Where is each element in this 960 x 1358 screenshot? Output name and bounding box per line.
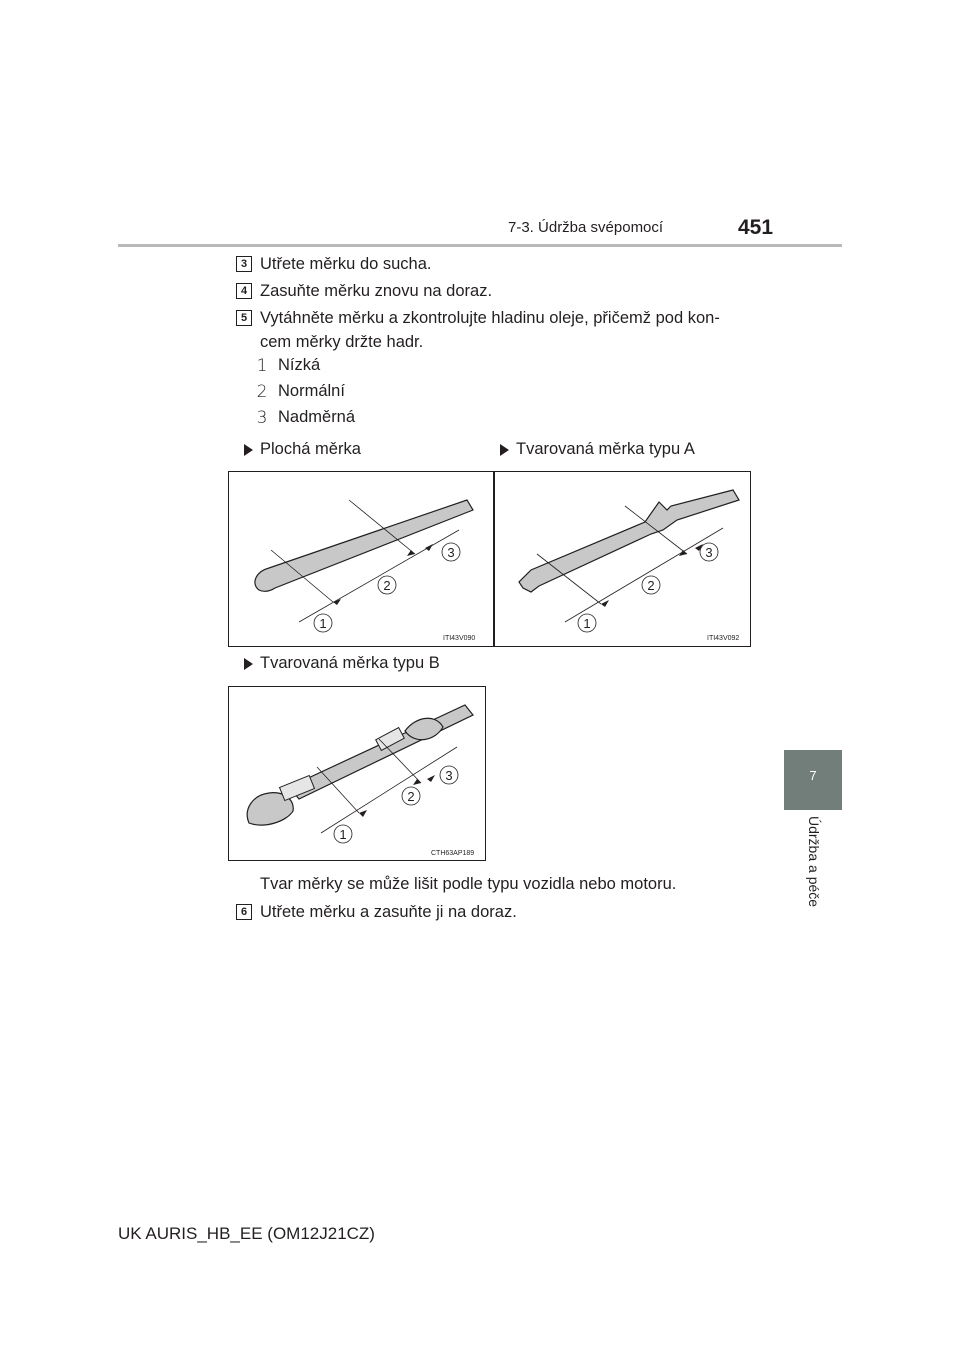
level-1-label: Nízká [278,356,321,374]
step-3-text: Utřete měrku do sucha. [260,255,432,273]
dipstick-shape-note: Tvar měrky se může lišit podle typu vozidla nebo motoru. [260,875,677,893]
figure-2-callout-1: 1 [583,616,591,631]
flat-dipstick-illustration [229,472,493,646]
figure-3-code: CTH63AP189 [431,850,475,857]
figure-2-caption: Tvarovaná měrka typu A [516,440,695,458]
level-1-number: 1 [256,356,268,376]
caption-arrow-icon [244,658,253,670]
chapter-number: 7 [809,768,817,783]
figure-dipstick-type-a [494,471,751,647]
figure-1-callout-3: 3 [447,545,455,560]
figure-2-code: ITI43V092 [707,635,740,642]
dipstick-type-a-illustration [495,472,750,646]
step-5-text-line1: Vytáhněte měrku a zkontrolujte hladinu oleje, přičemž pod kon- [260,309,720,327]
figure-flat-dipstick [228,471,494,647]
figure-1-caption: Plochá měrka [260,440,361,458]
dipstick-type-b-illustration [229,687,485,860]
step-4-text: Zasuňte měrku znovu na doraz. [260,282,493,300]
figure-3-caption: Tvarovaná měrka typu B [260,654,440,672]
step-5-text-line2: cem měrky držte hadr. [260,333,424,351]
caption-arrow-icon [500,444,509,456]
figure-3-callout-1: 1 [339,827,347,842]
figure-dipstick-type-b [228,686,486,861]
figure-1-callout-2: 2 [383,578,391,593]
section-title: 7-3. Údržba svépomocí [508,219,664,236]
step-4-badge: 4 [236,283,252,299]
level-2-label: Normální [278,382,345,400]
figure-3-callout-2: 2 [407,789,415,804]
caption-arrow-icon [244,444,253,456]
figure-1-callout-1: 1 [319,616,327,631]
step-6-text: Utřete měrku a zasuňte ji na doraz. [260,903,517,921]
step-6-badge: 6 [236,904,252,920]
step-3-badge: 3 [236,256,252,272]
header-rule [118,244,842,247]
document-footer: UK AURIS_HB_EE (OM12J21CZ) [118,1224,375,1243]
level-3-label: Nadměrná [278,408,356,426]
figure-2-callout-3: 3 [705,545,713,560]
step-5-badge: 5 [236,310,252,326]
level-2-number: 2 [256,382,268,402]
page-number: 451 [738,216,774,239]
chapter-title: Údržba a péče [806,816,822,908]
figure-1-code: ITI43V090 [443,635,476,642]
level-3-number: 3 [256,408,268,428]
figure-3-callout-3: 3 [445,768,453,783]
figure-2-callout-2: 2 [647,578,655,593]
